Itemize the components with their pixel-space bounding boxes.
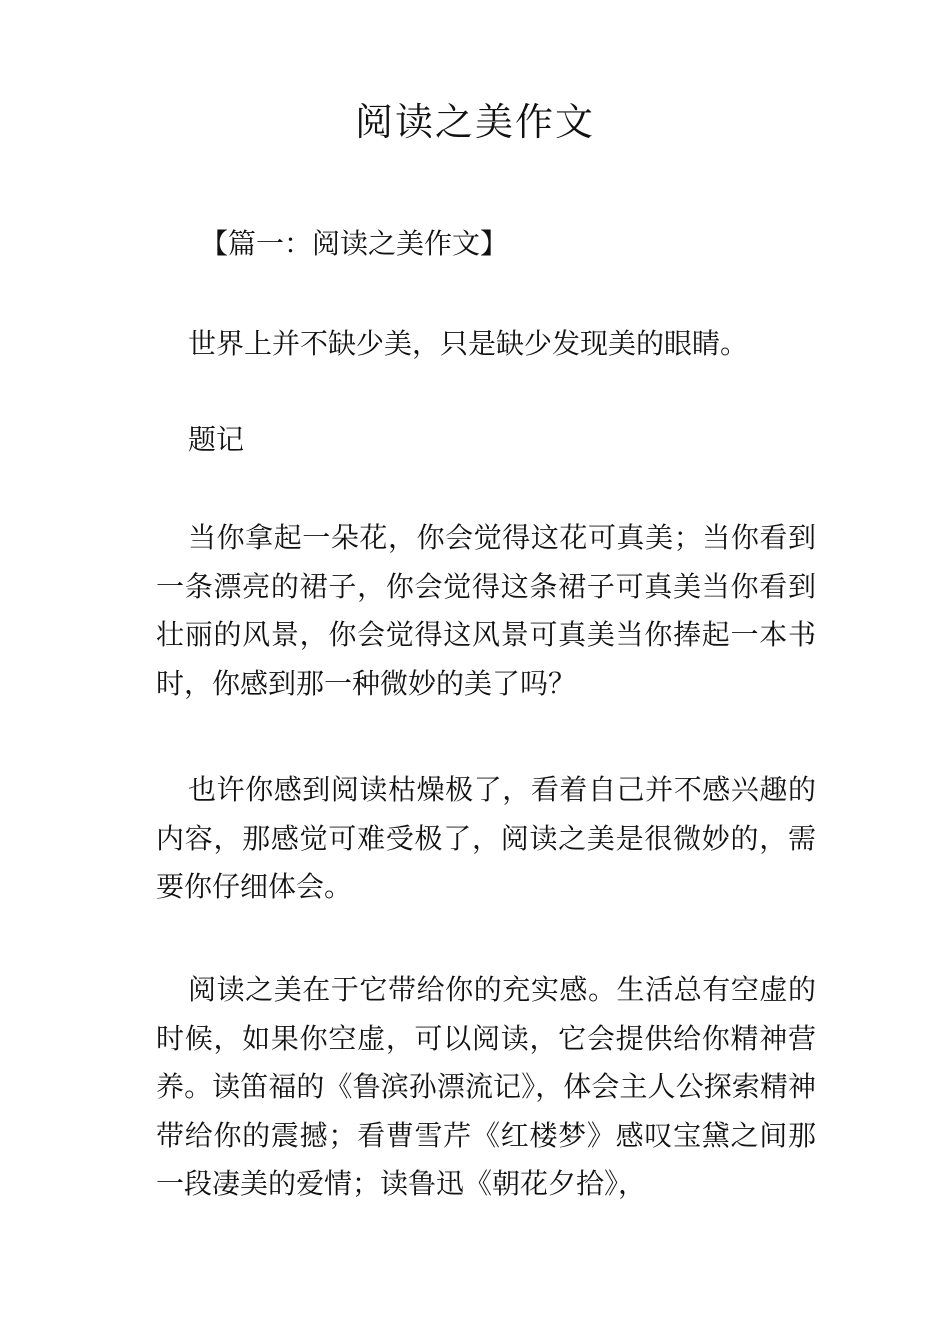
section-heading: 【篇一：阅读之美作文】: [200, 227, 509, 260]
paragraph-quote: 世界上并不缺少美，只是缺少发现美的眼睛。: [188, 327, 749, 360]
paragraph-body: 也许你感到阅读枯燥极了，看着自己并不感兴趣的内容，那感觉可难受极了，阅读之美是很微妙的，需要你仔细体会。: [156, 773, 816, 903]
document-title: 阅读之美作文: [354, 100, 595, 144]
paragraph-body: 阅读之美在于它带给你的充实感。生活总有空虚的时候，如果你空虚，可以阅读，它会提供给你精神营养。读笛福的《鲁滨孙漂流记》，体会主人公探索精神带给你的震撼；看曹雪芹《红楼梦》感叹宝黛之间那一段凄美的爱情；读鲁迅《朝花夕拾》，: [156, 973, 816, 1200]
paragraph-epigraph-label: 题记: [188, 423, 245, 456]
paragraph-body: 当你拿起一朵花，你会觉得这花可真美；当你看到一条漂亮的裙子，你会觉得这条裙子可真美当你看到壮丽的风景，你会觉得这风景可真美当你捧起一本书时，你感到那一种微妙的美了吗？: [156, 521, 816, 700]
